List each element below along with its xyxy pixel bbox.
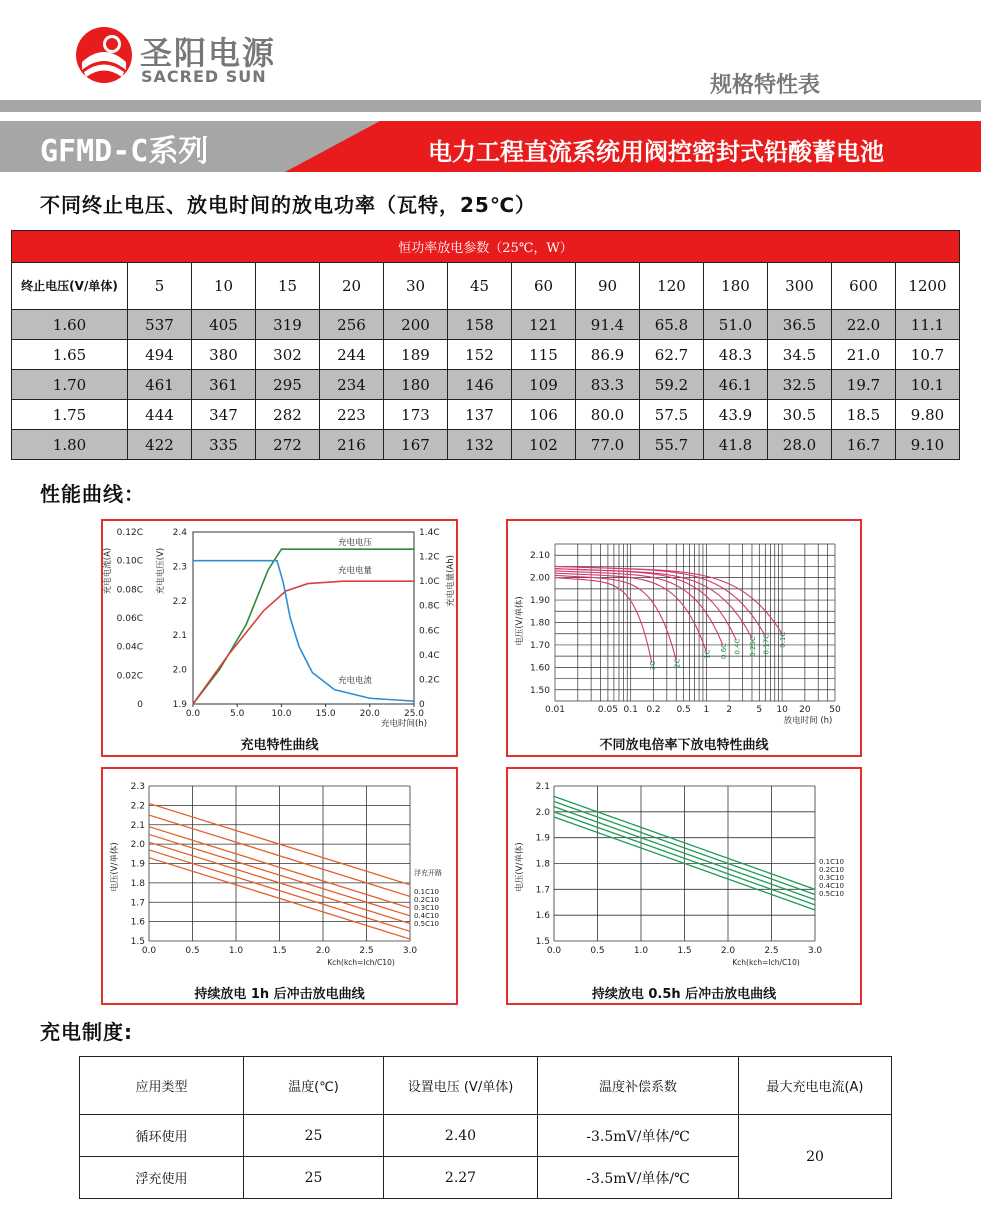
power-value-cell: 86.9 [576,340,640,370]
power-row [12,400,960,430]
current-series-label: 充电电流 [337,676,373,686]
power-section-title: 不同终止电压、放电时间的放电功率（瓦特，25℃） [40,193,537,217]
capacity-tick-label: 0.8C [419,601,440,612]
power-value-cell: 537 [128,310,192,340]
x-tick-label: 15.0 [315,709,336,719]
power-value-cell: 461 [128,370,192,400]
legend-label: 0.4C10 [819,882,844,890]
x-axis-label: Kch(kch=Ich/C10) [327,958,395,967]
max-current-cell: 20 [739,1115,892,1199]
charge-section-title: 充电制度: [40,1020,133,1044]
time-header: 15 [256,263,320,310]
impulse05h-chart [508,769,860,1003]
time-header: 30 [384,263,448,310]
power-value-cell: 405 [192,310,256,340]
capacity-tick-label: 0.6C [419,626,440,637]
y-tick-label: 1.5 [130,937,145,947]
time-header: 60 [512,263,576,310]
power-row [12,430,960,460]
x-tick-label: 1.0 [633,946,649,956]
y-tick-label: 1.6 [130,917,145,928]
power-value-cell: 115 [512,340,576,370]
row-cycle-type: 循环使用 [80,1115,244,1157]
time-header: 180 [704,263,768,310]
power-value-cell: 444 [128,400,192,430]
power-value-cell: 16.7 [832,430,896,460]
y-tick-label: 1.60 [529,663,550,674]
legend-label: 0.2C10 [819,866,844,874]
power-value-cell: 34.5 [768,340,832,370]
power-value-cell: 302 [256,340,320,370]
x-tick-label: 3.0 [807,946,823,956]
x-tick-label: 5.0 [230,709,245,719]
impulse05h-caption: 持续放电 0.5h 后冲击放电曲线 [591,987,777,1002]
voltage-axis-label: 充电电压(V) [156,547,166,595]
time-header: 20 [320,263,384,310]
logo-en: SACRED SUN [141,67,267,86]
power-value-cell: 361 [192,370,256,400]
rate-label: 0.25C [748,636,757,657]
y-axis-label: 电压(V/单体) [110,842,120,892]
time-header: 120 [640,263,704,310]
power-value-cell: 83.3 [576,370,640,400]
power-value-cell: 9.10 [896,430,960,460]
curves-section-title: 性能曲线： [40,482,145,506]
capacity-axis-label: 充电电量(Ah) [446,555,456,607]
time-header: 5 [128,263,192,310]
y-tick-label: 2.10 [529,551,550,562]
legend-label: 0.1C10 [819,858,844,866]
power-value-cell: 335 [192,430,256,460]
time-header: 45 [448,263,512,310]
power-value-cell: 106 [512,400,576,430]
rate-label: 0.4C [733,638,742,655]
time-header: 90 [576,263,640,310]
legend-label: 0.3C10 [819,874,844,882]
voltage-tick-label: 2.4 [172,528,187,538]
cutoff-voltage-cell: 1.70 [12,370,128,400]
y-tick-label: 1.8 [535,859,550,870]
charge-voltage-line [193,549,414,704]
voltage-series-label: 充电电压 [337,538,373,548]
x-tick-label: 2.0 [315,946,331,956]
x-tick-label: 3.0 [402,946,418,956]
hdr-app-type: 应用类型 [80,1057,244,1115]
power-value-cell: 121 [512,310,576,340]
power-value-cell: 19.7 [832,370,896,400]
current-tick-label: 0.08C [116,585,143,596]
impulse05h-panel [506,767,862,1005]
x-axis-label: 放电时间 (h) [783,716,833,726]
power-value-cell: 223 [320,400,384,430]
capacity-tick-label: 0.4C [419,650,440,661]
power-row [12,370,960,400]
power-value-cell: 109 [512,370,576,400]
power-value-cell: 43.9 [704,400,768,430]
power-table-title: 恒功率放电参数（25℃，W） [12,231,960,263]
legend-label: 0.2C10 [414,896,439,904]
power-value-cell: 158 [448,310,512,340]
y-tick-label: 1.90 [529,596,550,607]
capacity-tick-label: 0 [419,700,425,710]
charge-regime-table [79,1056,892,1199]
power-value-cell: 102 [512,430,576,460]
x-tick-label: 2 [726,705,733,715]
x-axis-label: Kch(kch=Ich/C10) [732,958,800,967]
y-tick-label: 1.6 [535,911,550,922]
time-header: 1200 [896,263,960,310]
float-label: 浮充开路 [414,869,442,877]
rate-curve-1 [555,575,676,660]
row-float-voltage: 2.27 [384,1157,538,1199]
power-value-cell: 167 [384,430,448,460]
power-value-cell: 422 [128,430,192,460]
y-axis-label: 电压(V/单体) [515,596,525,646]
x-tick-label: 2.0 [720,946,736,956]
power-value-cell: 256 [320,310,384,340]
capacity-series-label: 充电电量 [337,566,373,576]
power-value-cell: 380 [192,340,256,370]
rate-label: 2C [673,658,682,668]
voltage-tick-label: 2.3 [172,562,187,573]
power-value-cell: 77.0 [576,430,640,460]
y-tick-label: 2.1 [130,820,145,831]
power-value-cell: 30.5 [768,400,832,430]
power-value-cell: 180 [384,370,448,400]
power-value-cell: 18.5 [832,400,896,430]
rate-curve-panel [506,519,862,757]
current-tick-label: 0 [137,700,143,710]
hdr-voltage: 设置电压 (V/单体) [384,1057,538,1115]
capacity-tick-label: 0.2C [419,675,440,686]
time-header: 10 [192,263,256,310]
charge-curve-chart [103,521,456,755]
x-tick-label: 10.0 [271,709,292,719]
voltage-tick-label: 2.0 [172,665,187,676]
power-value-cell: 10.7 [896,340,960,370]
time-header: 600 [832,263,896,310]
y-tick-label: 2.2 [130,801,145,812]
x-tick-label: 0.0 [141,946,157,956]
x-tick-label: 0.05 [597,705,618,715]
charge-curve-caption: 充电特性曲线 [240,738,319,753]
power-value-cell: 11.1 [896,310,960,340]
rate-label: 3C [648,660,657,671]
row-cycle-comp: -3.5mV/单体/℃ [538,1115,739,1157]
power-value-cell: 9.80 [896,400,960,430]
y-tick-label: 1.7 [130,898,145,909]
power-value-cell: 132 [448,430,512,460]
y-tick-label: 2.3 [130,782,145,792]
x-tick-label: 0.5 [676,705,691,715]
power-table [11,230,960,460]
y-tick-label: 1.9 [535,833,550,844]
y-axis-label: 电压(V/单体) [515,842,525,892]
power-value-cell: 65.8 [640,310,704,340]
y-tick-label: 1.50 [529,685,550,696]
cutoff-voltage-cell: 1.80 [12,430,128,460]
power-value-cell: 55.7 [640,430,704,460]
power-value-cell: 51.0 [704,310,768,340]
power-value-cell: 46.1 [704,370,768,400]
y-tick-label: 1.9 [130,859,145,870]
voltage-tick-label: 2.2 [172,596,187,607]
x-tick-label: 1 [703,705,710,715]
power-row [12,310,960,340]
power-value-cell: 59.2 [640,370,704,400]
power-value-cell: 282 [256,400,320,430]
power-value-cell: 21.0 [832,340,896,370]
x-tick-label: 10 [776,705,788,715]
hdr-temp: 温度(℃) [244,1057,384,1115]
rate-curve-0 [555,578,652,663]
y-tick-label: 1.7 [535,885,550,896]
row-float-temp: 25 [244,1157,384,1199]
rate-label: 1C [703,649,712,660]
x-tick-label: 0.01 [544,705,566,715]
capacity-tick-label: 1.4C [419,528,440,538]
power-value-cell: 91.4 [576,310,640,340]
y-tick-label: 2.1 [535,782,550,792]
power-value-cell: 216 [320,430,384,460]
y-tick-label: 1.8 [130,878,145,889]
current-tick-label: 0.06C [116,614,143,624]
legend-label: 0.4C10 [414,912,439,920]
header-grey-rule [0,100,981,112]
x-tick-label: 5 [756,705,763,715]
x-tick-label: 0.2 [646,705,661,715]
page-header [0,0,981,175]
current-tick-label: 0.04C [116,642,143,653]
rate-label: 0.1C [779,631,788,648]
row-cycle-temp: 25 [244,1115,384,1157]
power-value-cell: 28.0 [768,430,832,460]
power-value-cell: 36.5 [768,310,832,340]
power-value-cell: 200 [384,310,448,340]
y-tick-label: 2.0 [535,807,550,818]
hdr-comp: 温度补偿系数 [538,1057,739,1115]
power-value-cell: 319 [256,310,320,340]
rate-label: 0.17C [762,633,771,655]
x-axis-label: 充电时间(h) [380,719,428,729]
impulse1h-chart [103,769,456,1003]
power-value-cell: 137 [448,400,512,430]
legend-label: 0.5C10 [819,890,844,898]
x-tick-label: 0.5 [590,946,605,956]
power-value-cell: 494 [128,340,192,370]
sacred-sun-logo-icon [74,22,134,88]
x-tick-label: 1.0 [228,946,244,956]
power-value-cell: 173 [384,400,448,430]
x-tick-label: 20.0 [359,709,380,719]
legend-label: 0.1C10 [414,888,439,896]
power-value-cell: 347 [192,400,256,430]
legend-label: 0.5C10 [414,920,439,928]
power-value-cell: 234 [320,370,384,400]
row-float-comp: -3.5mV/单体/℃ [538,1157,739,1199]
capacity-tick-label: 1.0C [419,577,440,588]
time-header: 300 [768,263,832,310]
current-tick-label: 0.12C [116,528,143,538]
x-tick-label: 0.0 [546,946,562,956]
power-value-cell: 244 [320,340,384,370]
legend-label: 0.3C10 [414,904,439,912]
power-value-cell: 10.1 [896,370,960,400]
rate-label: 0.6C [719,642,728,659]
hdr-max-current: 最大充电电流(A) [739,1057,892,1115]
cutoff-voltage-cell: 1.75 [12,400,128,430]
col-header-cutoff: 终止电压(V/单体) [12,263,128,310]
series-title: GFMD-C系列 [40,134,209,169]
rate-curve-caption: 不同放电倍率下放电特性曲线 [599,738,769,753]
x-tick-label: 2.5 [764,946,779,956]
product-title: 电力工程直流系统用阀控密封式铅酸蓄电池 [428,138,884,166]
voltage-tick-label: 1.9 [172,700,187,710]
y-tick-label: 2.00 [529,573,550,584]
power-value-cell: 295 [256,370,320,400]
power-value-cell: 146 [448,370,512,400]
doc-type: 规格特性表 [710,73,821,98]
x-tick-label: 0.0 [185,709,201,719]
impulse1h-caption: 持续放电 1h 后冲击放电曲线 [194,987,365,1002]
y-tick-label: 1.80 [529,618,550,629]
current-tick-label: 0.10C [116,556,143,567]
power-value-cell: 41.8 [704,430,768,460]
y-tick-label: 1.5 [535,937,550,947]
rate-curve-chart [508,521,860,755]
voltage-tick-label: 2.1 [172,631,187,642]
cutoff-voltage-cell: 1.60 [12,310,128,340]
capacity-tick-label: 1.2C [419,552,440,563]
power-value-cell: 62.7 [640,340,704,370]
charge-curve-panel [101,519,458,757]
x-tick-label: 1.5 [677,946,692,956]
row-cycle-voltage: 2.40 [384,1115,538,1157]
power-value-cell: 32.5 [768,370,832,400]
power-value-cell: 80.0 [576,400,640,430]
power-value-cell: 272 [256,430,320,460]
x-tick-label: 50 [829,705,841,715]
x-tick-label: 1.5 [272,946,287,956]
power-value-cell: 48.3 [704,340,768,370]
x-tick-label: 2.5 [359,946,374,956]
current-axis-label: 充电电流(A) [103,547,113,595]
logo-cn: 圣阳电源 [140,34,277,72]
charge-capacity-line [193,581,414,704]
power-row [12,340,960,370]
current-tick-label: 0.02C [116,671,143,682]
impulse1h-panel [101,767,458,1005]
x-tick-label: 0.5 [185,946,200,956]
plot-frame [193,532,414,704]
x-tick-label: 0.1 [623,705,638,715]
y-tick-label: 1.70 [529,640,550,651]
cutoff-voltage-cell: 1.65 [12,340,128,370]
power-value-cell: 152 [448,340,512,370]
power-value-cell: 22.0 [832,310,896,340]
row-float-type: 浮充使用 [80,1157,244,1199]
x-tick-label: 25.0 [403,709,425,719]
y-tick-label: 2.0 [130,840,145,851]
power-value-cell: 189 [384,340,448,370]
power-value-cell: 57.5 [640,400,704,430]
x-tick-label: 20 [799,705,811,715]
